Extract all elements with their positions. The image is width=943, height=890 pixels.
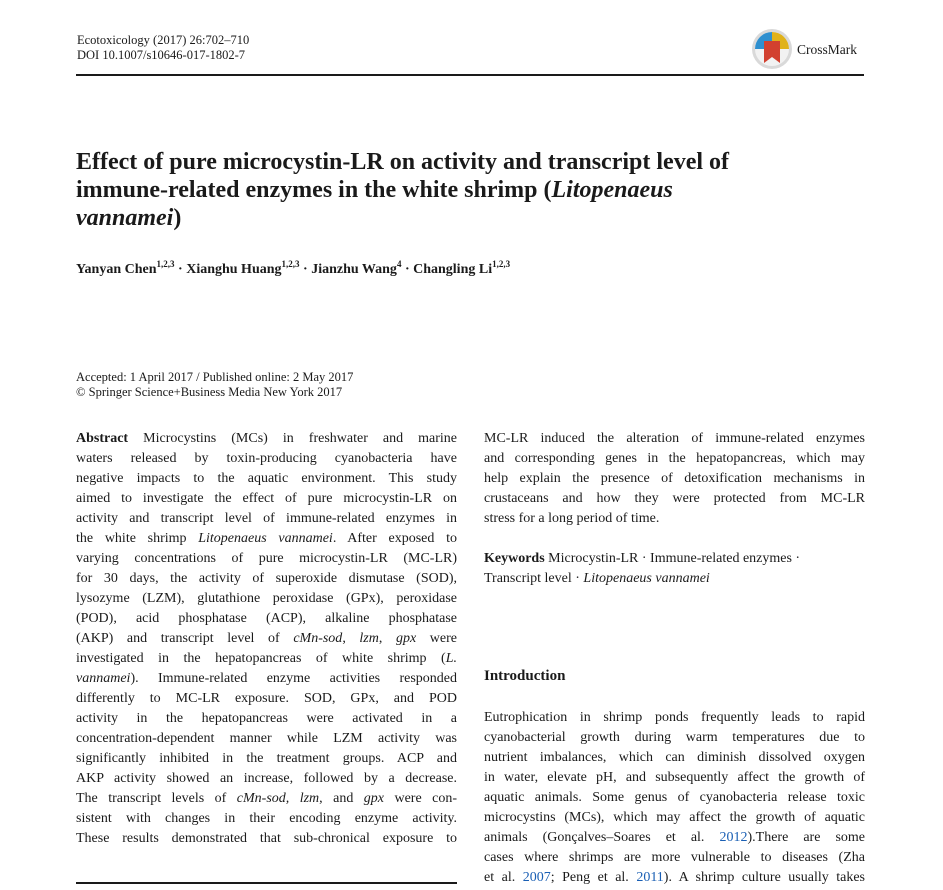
title-line-3: vannamei) [76, 205, 182, 231]
author-affiliation: 1,2,3 [492, 259, 511, 269]
article-title [76, 148, 866, 232]
copyright-line: © Springer Science+Business Media New York 2017 [76, 385, 343, 399]
title-line-2: immune-related enzymes in the white shrimp (Litopenaeus [76, 177, 673, 203]
footnote-rule [76, 882, 457, 884]
author-affiliation: 1,2,3 [281, 259, 300, 269]
crossmark-icon[interactable] [751, 28, 793, 70]
abstract-label: Abstract [76, 431, 129, 446]
author-list: Yanyan Chen$^{1,2,3}$ · Xianghu Huang$^{1,2,3}$ · Jianzhu Wang$^4$ · Changling Li$^{1,2,3}$ [76, 259, 511, 277]
doi-line: DOI 10.1007/s10646-017-1802-7 [77, 48, 246, 62]
author-name[interactable]: Yanyan Chen [76, 262, 157, 277]
abstract-continued: MC-LR induced the alteration of immune-related enzymes and corresponding genes in the hepatopancreas, which may help explain the presence of detoxification mechanisms in crustaceans and how they were protected from MC-LR stress for a long period of time. [484, 431, 865, 526]
keywords-label: Keywords [484, 551, 545, 566]
citation-link[interactable]: 2012 [719, 830, 748, 845]
keywords-section: Keywords Microcystin-LR · Immune-related enzymes · Transcript level · Litopenaeus vannamei [484, 551, 801, 586]
publication-dates: Accepted: 1 April 2017 / Published online: 2 May 2017 [76, 370, 354, 384]
abstract-section: Abstract Microcystins (MCs) in freshwater and marine waters released by toxin-producing cyanobacteria have negative impacts to the aquatic environment. This study aimed to investigate the effect of pure microcystin-LR on activity and transcript level of immune-related enzymes in the white shrimp Litopenaeus vannamei. After exposed to varying concentrations of pure microcystin-LR (MC-LR) for 30 days, the activity of superoxide dismutase (SOD), lysozyme (LZM), glutathione peroxidase (GPx), peroxidase (POD), acid phosphatase (ACP), alkaline phosphatase (AKP) and transcript level of cMn-sod, lzm, gpx were investigated in the hepatopancreas of white shrimp (L. vannamei). Immune-related enzyme activities responded differently to MC-LR exposure. SOD, GPx, and POD activity in the hepatopancreas were activated in a concentration-dependent manner while LZM activity was significantly inhibited in the treatment groups. ACP and AKP activity showed an increase, followed by a decrease. The transcript levels of cMn-sod, lzm, and gpx were con- sistent with changes in their encoding enzyme activity. These results demonstrated that sub-chronical exposure to [76, 431, 458, 846]
introduction-text: Eutrophication in shrimp ponds frequently leads to rapid cyanobacterial growth during warm temperatures due to nutrient imbalances, which can diminish dissolved oxygen in water, elevate pH, and subsequently affect the growth of aquatic animals. Some genus of cyanobacteria release toxic microcystins (MCs), which may affect the growth of aquatic animals (Gonçalves–Soares et al. 2012).There are some cases where shrimps are more vulnerable to diseases (Zha et al. 2007; Peng et al. 2011). A shrimp culture usually takes [484, 710, 866, 885]
crossmark-label[interactable]: CrossMark [797, 42, 857, 57]
author-name[interactable]: Changling Li [413, 262, 493, 277]
journal-citation: Ecotoxicology (2017) 26:702–710 [77, 33, 250, 47]
author-affiliation: 1,2,3 [156, 259, 175, 269]
citation-link[interactable]: 2011 [636, 870, 664, 885]
citation-link[interactable]: 2007 [522, 870, 551, 885]
title-line-1: Effect of pure microcystin-LR on activity and transcript level of [76, 149, 730, 175]
author-affiliation: 4 [396, 259, 402, 269]
author-name[interactable]: Jianzhu Wang [311, 262, 397, 277]
introduction-heading: Introduction [484, 668, 566, 684]
header-rule [76, 74, 864, 76]
author-name[interactable]: Xianghu Huang [186, 262, 282, 277]
